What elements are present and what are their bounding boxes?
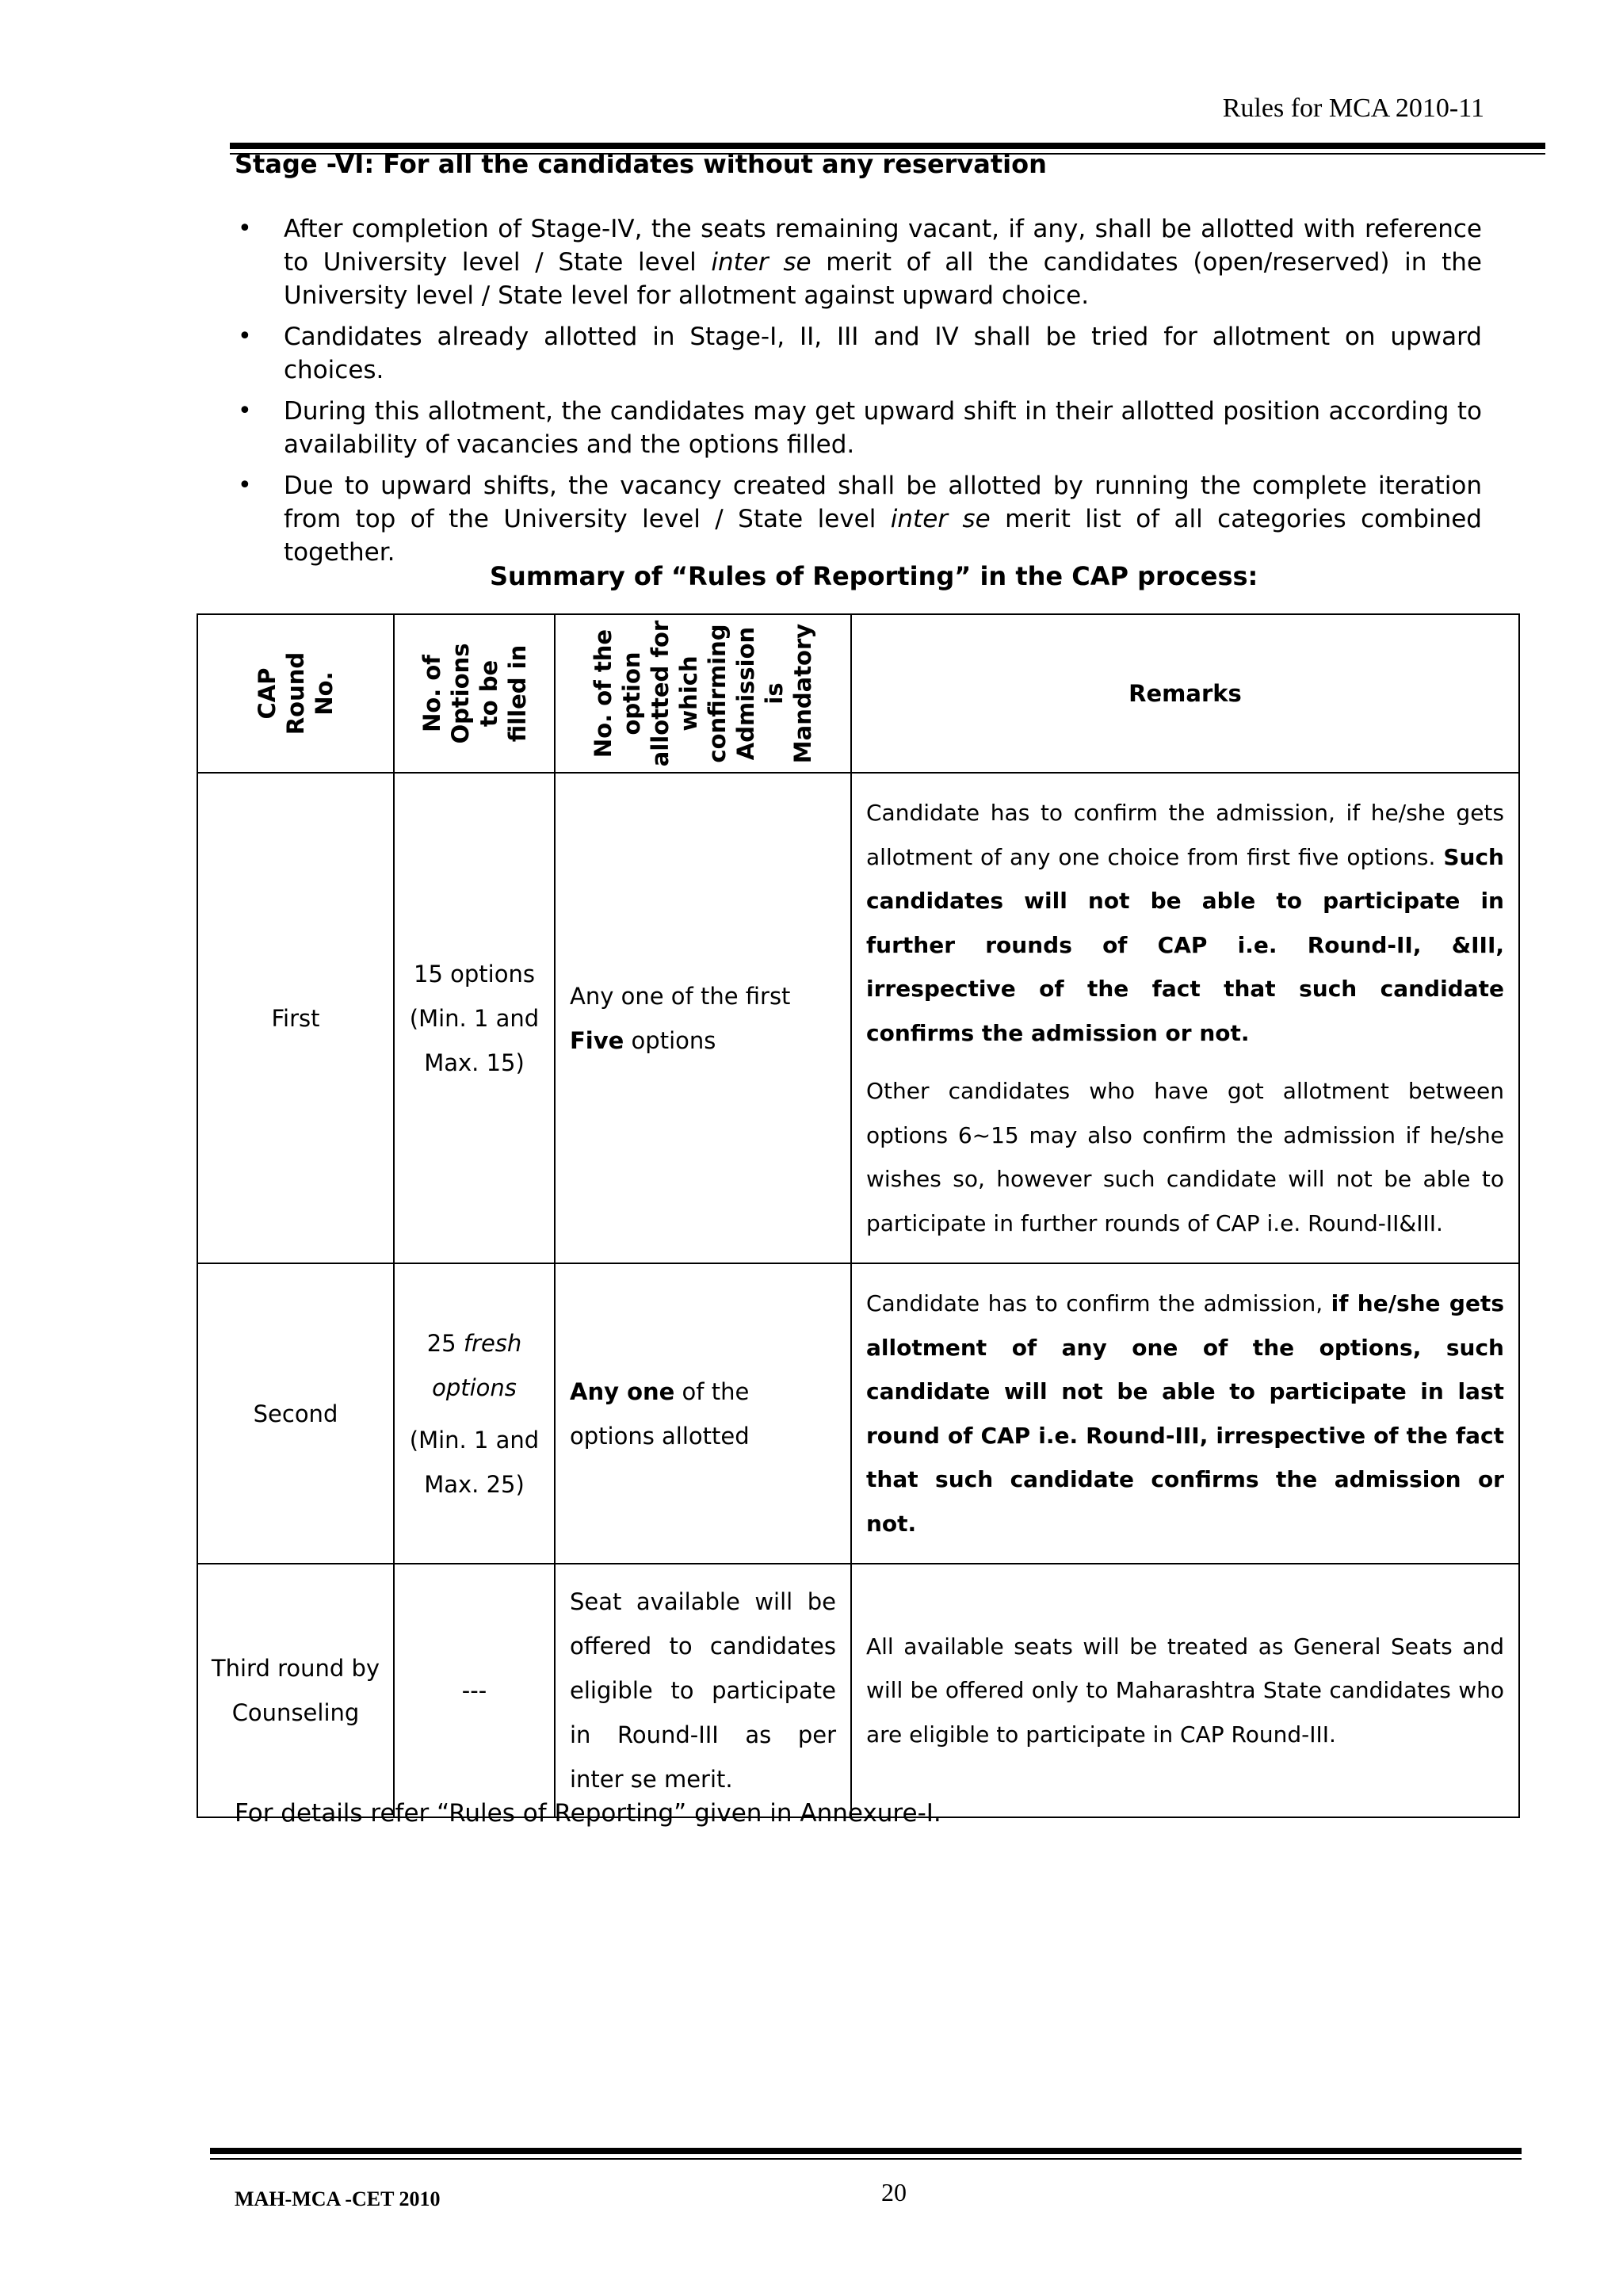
- cell-allotted-line: Any one of the first: [570, 982, 791, 1010]
- header-allotted-line: No. of the: [590, 628, 617, 758]
- cell-round: [197, 1564, 394, 1817]
- footer-left: MAH-MCA -CET 2010: [235, 2187, 441, 2210]
- cell-options: ---: [394, 1564, 555, 1817]
- bullet-text-cont: merit list of all categories combined together.: [284, 505, 1482, 567]
- bullet-symbol: •: [238, 323, 252, 350]
- bullet-emphasis: inter se: [890, 505, 991, 533]
- cell-allotted: [555, 1263, 851, 1564]
- header-allotted-line: which: [675, 655, 702, 732]
- header-allotted-line: Mandatory: [789, 623, 816, 764]
- cell-round: Second: [197, 1263, 394, 1564]
- header-round-line: No.: [311, 671, 338, 716]
- stage-heading: Stage -VI: For all the candidates without any reservation: [235, 149, 1047, 179]
- cell-remarks: [851, 1263, 1519, 1564]
- bullet-item: [235, 212, 1482, 312]
- bullet-list: [235, 212, 1482, 577]
- cell-allotted: [555, 773, 851, 1263]
- cell-remarks: All available seats will be treated as General Seats and will be offered only to Maharashtra State candidates who are eligible to participate in CAP Round-III.: [851, 1564, 1519, 1817]
- header-allotted-line: option: [618, 651, 645, 735]
- cell-options: [394, 773, 555, 1263]
- remark-paragraph: [866, 791, 1504, 1055]
- remark-text: Candidate has to confirm the admission,: [866, 1290, 1331, 1316]
- bullet-symbol: •: [238, 397, 252, 425]
- cell-options-line: Max. 15): [424, 1049, 525, 1076]
- remark-bold: if he/she gets allotment of any one of the options, such candidate will not be able to participate in last round of CAP i.e. Round-III, irrespective of the fact that such candidate confirms the admission or not.: [866, 1290, 1504, 1537]
- cell-options-line: (Min. 1 and: [409, 1004, 540, 1032]
- cell-options-line: 15 options: [414, 960, 535, 988]
- cell-allotted-bold: Any one: [570, 1377, 675, 1405]
- header-round: [197, 614, 394, 773]
- header-title: Rules for MCA 2010-11: [1222, 94, 1484, 123]
- remark-paragraph: Other candidates who have got allotment between options 6~15 may also confirm the admission if he/she wishes so, however such candidate will not be able to participate in further rounds of CAP i.e. Round-II&III.: [866, 1078, 1504, 1236]
- cell-options-emphasis: fresh: [463, 1329, 522, 1357]
- footnote: For details refer “Rules of Reporting” given in Annexure-I.: [235, 1799, 941, 1828]
- cell-allotted-text: of the options allotted: [570, 1377, 750, 1450]
- summary-title: Summary of “Rules of Reporting” in the CAP process:: [490, 561, 1258, 591]
- header-remarks: Remarks: [851, 614, 1519, 773]
- cell-allotted: Seat available will be offered to candidates eligible to participate in Round-III as per inter se merit.: [555, 1564, 851, 1817]
- header-options-line: to be: [475, 659, 502, 728]
- bullet-text: Due to upward shifts, the vacancy created shall be allotted by running the complete iteration from top of the University level / State level: [284, 472, 1482, 533]
- bullet-text: After completion of Stage-IV, the seats remaining vacant, if any, shall be allotted with reference to University level / State level: [284, 215, 1482, 277]
- header-options-line: No. of: [418, 655, 445, 732]
- table-header-row: [197, 614, 1519, 773]
- bullet-text: Candidates already allotted in Stage-I, II, III and IV shall be tried for allotment on upward choices.: [284, 323, 1482, 384]
- remark-paragraph: [866, 1282, 1504, 1545]
- cell-round-line: Counseling: [231, 1699, 360, 1726]
- header-options: [394, 614, 555, 773]
- bullet-item: [235, 469, 1482, 569]
- header-options-line: Options: [446, 643, 474, 744]
- cell-remarks: [851, 773, 1519, 1263]
- cell-options-line: [395, 1321, 554, 1366]
- bullet-emphasis: inter se: [711, 248, 812, 277]
- header-allotted: [555, 614, 851, 773]
- cell-round-line: Third round by: [211, 1655, 380, 1682]
- bullet-text: During this allotment, the candidates may get upward shift in their allotted position according to availability of vacancies and the options filled.: [284, 397, 1482, 459]
- cell-options-line: Max. 25): [424, 1470, 525, 1498]
- table-row: [197, 773, 1519, 1263]
- cell-options-number: 25: [426, 1329, 464, 1357]
- header-round-line: Round: [282, 651, 309, 735]
- table-row: [197, 1263, 1519, 1564]
- page-number: 20: [881, 2178, 907, 2206]
- cell-allotted-bold: Five: [570, 1026, 624, 1054]
- footer-rule: [210, 2148, 1522, 2154]
- cell-options-line: options: [432, 1373, 517, 1401]
- bullet-text-cont: merit of all the candidates (open/reserved) in the University level / State level for allotment against upward choice.: [284, 248, 1482, 310]
- header-rule: [230, 143, 1545, 149]
- table-row: [197, 1564, 1519, 1817]
- header-allotted-line: allotted for: [647, 620, 674, 767]
- header-round-line: CAP: [254, 667, 281, 720]
- footer-rule-thin: [210, 2158, 1522, 2160]
- bullet-item: [235, 395, 1482, 461]
- header-allotted-line: confirming: [704, 624, 731, 763]
- cell-allotted-line-2: [570, 1018, 836, 1063]
- header-allotted-line: Admission: [732, 626, 759, 761]
- header-allotted-line: is: [761, 682, 788, 705]
- bullet-symbol: •: [238, 472, 252, 499]
- cell-options: [394, 1263, 555, 1564]
- cell-options-line: (Min. 1 and: [409, 1426, 540, 1454]
- remark-text: Candidate has to confirm the admission, if he/she gets allotment of any one choice from first five options.: [866, 800, 1504, 870]
- header-options-line: filled in: [503, 644, 531, 743]
- cell-round: First: [197, 773, 394, 1263]
- summary-table: [197, 613, 1520, 1818]
- cell-allotted-text: options: [624, 1026, 716, 1054]
- remark-bold: Such candidates will not be able to participate in further rounds of CAP i.e. Round-II, &III, irrespective of the fact that such candidate confirms the admission or not.: [866, 843, 1504, 1046]
- bullet-symbol: •: [238, 215, 252, 243]
- bullet-item: [235, 320, 1482, 387]
